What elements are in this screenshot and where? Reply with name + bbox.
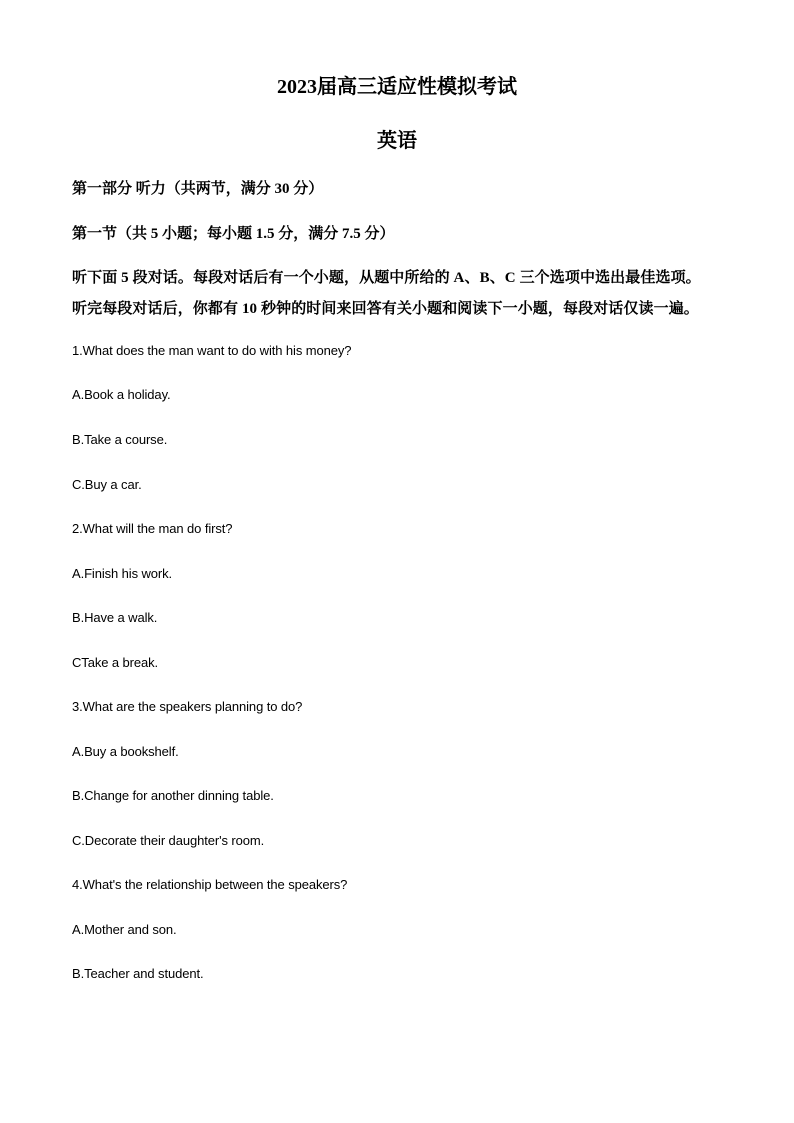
instruction-line: 听下面 5 段对话。每段对话后有一个小题，从题中所给的 A、B、C 三个选项中选出最佳选项。 [72,270,701,286]
question-stem: 3.What are the speakers planning to do? [72,699,303,714]
exam-title: 2023届高三适应性模拟考试 [277,76,517,98]
question-stem: 2.What will the man do first? [72,521,233,536]
question-stem: 1.What does the man want to do with his money? [72,343,352,358]
answer-option: CTake a break. [72,655,159,670]
answer-option: C.Buy a car. [72,477,142,492]
section-heading: 第一节（共 5 小题；每小题 1.5 分，满分 7.5 分） [72,226,395,242]
answer-option: C.Decorate their daughter's room. [72,833,265,848]
answer-option: A.Mother and son. [72,922,177,937]
answer-option: A.Buy a bookshelf. [72,744,179,759]
answer-option: B.Change for another dinning table. [72,788,274,803]
question-stem: 4.What's the relationship between the speakers? [72,877,348,892]
answer-option: A.Finish his work. [72,566,173,581]
part-heading: 第一部分 听力（共两节，满分 30 分） [72,181,324,197]
answer-option: B.Have a walk. [72,610,158,625]
answer-option: B.Take a course. [72,432,168,447]
answer-option: B.Teacher and student. [72,966,204,981]
answer-option: A.Book a holiday. [72,387,171,402]
instruction-line: 听完每段对话后，你都有 10 秒钟的时间来回答有关小题和阅读下一小题，每段对话仅读一遍。 [72,301,699,317]
subject-title: 英语 [377,130,417,152]
